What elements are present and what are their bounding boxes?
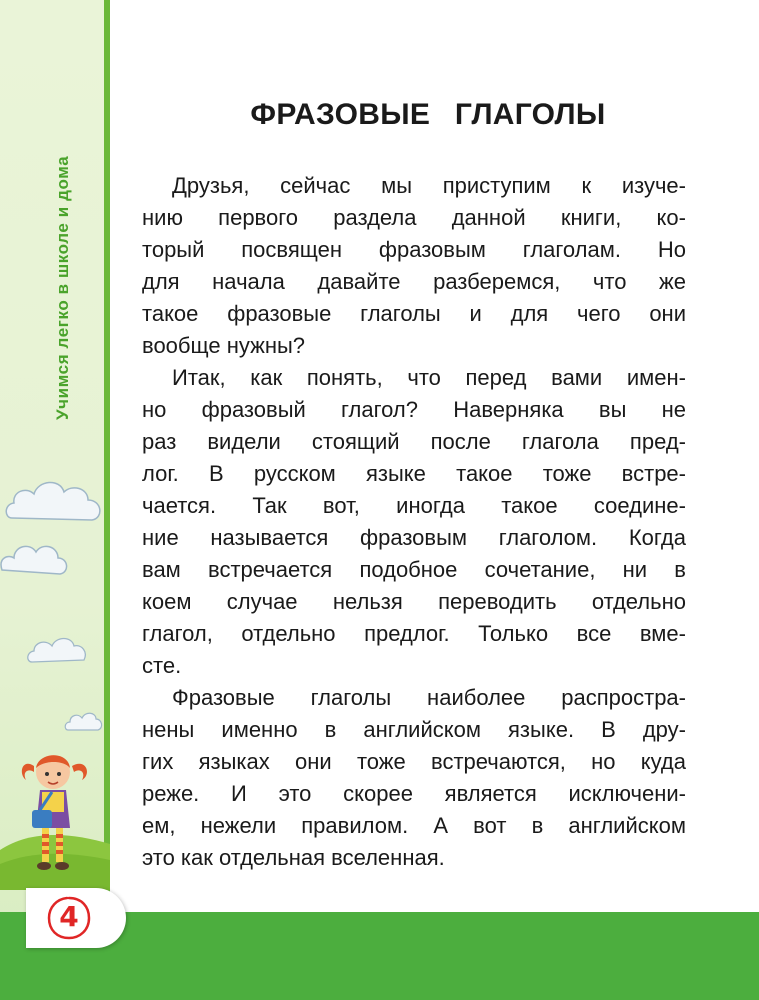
text-line: гих языках они тоже встречаются, но куда: [142, 749, 686, 774]
text-line: вообще нужны?: [142, 333, 306, 358]
text-line: но фразовый глагол? Наверняка вы не: [142, 397, 686, 422]
text-line: Фразовые глаголы наиболее распростра-: [172, 685, 686, 710]
text-line: нию первого раздела данной книги, ко-: [142, 205, 686, 230]
text-line: коем случае нельзя переводить отдельно: [142, 589, 686, 614]
text-line: глагол, отдельно предлог. Только все вме-: [142, 621, 686, 646]
text-line: ние называется фразовым глаголом. Когда: [142, 525, 686, 550]
paragraph: [142, 682, 686, 874]
text-line: чается. Так вот, иногда такое соедине-: [142, 493, 686, 518]
body-text: [142, 170, 686, 874]
cloud-illustration: [64, 706, 104, 736]
side-caption-container: [46, 80, 80, 420]
text-line: раз видели стоящий после глагола пред-: [142, 429, 686, 454]
paragraph: [142, 170, 686, 362]
text-line: реже. И это скорее является исключени-: [142, 781, 686, 806]
girl-illustration: [12, 738, 102, 878]
text-line: нены именно в английском языке. В дру-: [142, 717, 686, 742]
text-line: для начала давайте разберемся, что же: [142, 269, 686, 294]
text-line: ем, нежели правилом. А вот в английском: [142, 813, 686, 838]
text-line: сте.: [142, 653, 182, 678]
page-title: ФРАЗОВЫЕ ГЛАГОЛЫ: [250, 98, 606, 131]
text-line: такое фразовые глаголы и для чего они: [142, 301, 686, 326]
cloud-illustration: [26, 628, 90, 672]
side-caption: Учимся легко в школе и дома: [53, 155, 72, 420]
text-line: вам встречается подобное сочетание, ни в: [142, 557, 686, 582]
text-line: Итак, как понять, что перед вами имен-: [172, 365, 686, 390]
paragraph: [142, 362, 686, 682]
text-line: Друзья, сейчас мы приступим к изуче-: [172, 173, 686, 198]
cloud-illustration: [0, 530, 70, 582]
page-number: 4: [59, 900, 79, 933]
text-line: лог. В русском языке такое тоже встре-: [142, 461, 686, 486]
cloud-illustration: [4, 470, 108, 532]
text-line: это как отдельная вселенная.: [142, 845, 445, 870]
text-line: торый посвящен фразовым глаголам. Но: [142, 237, 686, 262]
